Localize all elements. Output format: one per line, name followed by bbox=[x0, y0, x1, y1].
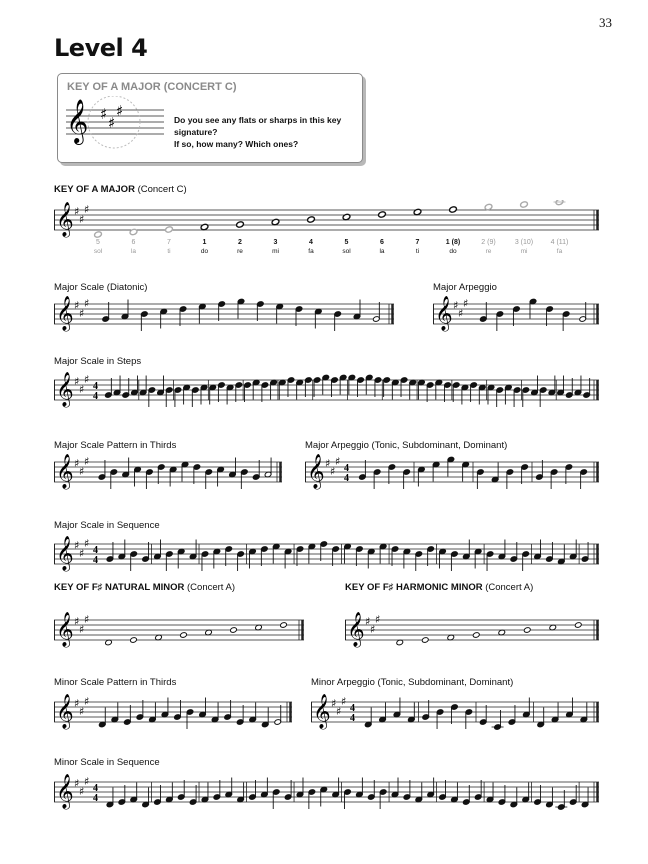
sharp-icon: ♯ bbox=[84, 537, 90, 550]
minor-arpeggio-tsd-staff bbox=[311, 694, 599, 730]
minor-arpeggio-tsd-title: Minor Arpeggio (Tonic, Subdominant, Dominant) bbox=[311, 677, 514, 688]
treble-clef-icon: 𝄞 bbox=[66, 99, 89, 143]
sharp-icon: ♯ bbox=[365, 615, 371, 628]
treble-clef-icon: 𝄞 bbox=[307, 454, 325, 489]
time-signature-top: 4 bbox=[93, 545, 98, 556]
sharp-icon: ♯ bbox=[330, 465, 336, 478]
whole-note bbox=[307, 216, 315, 223]
sharp-icon: ♯ bbox=[325, 457, 331, 470]
whole-note bbox=[555, 200, 563, 206]
sharp-icon: ♯ bbox=[108, 114, 116, 132]
sharp-icon: ♯ bbox=[74, 777, 80, 790]
whole-note bbox=[378, 211, 386, 218]
time-signature-bottom: 4 bbox=[93, 555, 98, 566]
major-scale-sequence-staff bbox=[54, 536, 599, 572]
range-title-concert: (Concert C) bbox=[134, 184, 187, 195]
sharp-icon: ♯ bbox=[74, 539, 80, 552]
sharp-icon: ♯ bbox=[370, 623, 376, 636]
range-staff bbox=[54, 200, 599, 260]
solfege-syllable: sol bbox=[342, 248, 351, 255]
whole-note bbox=[413, 208, 421, 215]
harmonic-minor-title-bold: KEY OF F♯ HARMONIC MINOR bbox=[345, 582, 483, 593]
page-number: 33 bbox=[599, 15, 612, 30]
note-head bbox=[130, 637, 138, 644]
solfege-syllable: do bbox=[449, 248, 457, 255]
major-scale-thirds-title: Major Scale Pattern in Thirds bbox=[54, 440, 177, 451]
major-scale-diatonic-title: Major Scale (Diatonic) bbox=[54, 282, 148, 293]
range-title-bold: KEY OF A MAJOR bbox=[54, 184, 135, 195]
key-box-question-line2: If so, how many? Which ones? bbox=[174, 139, 299, 149]
key-box-staff bbox=[66, 96, 171, 158]
scale-degree-number: 6 bbox=[380, 239, 384, 246]
treble-clef-icon: 𝄞 bbox=[56, 612, 74, 647]
scale-degree-number: 3 (10) bbox=[514, 239, 534, 246]
time-signature-top: 4 bbox=[344, 463, 349, 474]
time-signature-top: 4 bbox=[350, 703, 355, 714]
sharp-icon: ♯ bbox=[84, 613, 90, 626]
sharp-icon: ♯ bbox=[84, 297, 90, 310]
time-signature-bottom: 4 bbox=[93, 793, 98, 804]
note-head bbox=[230, 627, 238, 634]
note-head bbox=[180, 632, 188, 639]
sharp-icon: ♯ bbox=[84, 203, 90, 216]
scale-degree-number: 4 bbox=[309, 239, 313, 246]
minor-scale-thirds-title: Minor Scale Pattern in Thirds bbox=[54, 677, 177, 688]
solfege-syllable: ti bbox=[167, 248, 171, 255]
treble-clef-icon: 𝄞 bbox=[56, 536, 74, 571]
sharp-icon: ♯ bbox=[74, 205, 80, 218]
sharp-icon: ♯ bbox=[84, 373, 90, 386]
scale-degree-number: 3 bbox=[273, 239, 278, 246]
minor-scale-thirds-staff bbox=[54, 694, 292, 730]
solfege-syllable: re bbox=[485, 248, 492, 255]
scale-degree-number: 2 bbox=[238, 239, 242, 246]
major-scale-diatonic-staff bbox=[54, 296, 394, 332]
sharp-icon: ♯ bbox=[74, 615, 80, 628]
treble-clef-icon: 𝄞 bbox=[347, 612, 365, 647]
sharp-icon: ♯ bbox=[453, 299, 459, 312]
whole-note bbox=[129, 228, 137, 235]
treble-clef-icon: 𝄞 bbox=[56, 694, 74, 729]
scale-degree-number: 1 (8) bbox=[445, 239, 461, 246]
solfege-syllable: ti bbox=[415, 248, 420, 255]
solfege-syllable: fa bbox=[308, 248, 314, 255]
sharp-icon: ♯ bbox=[74, 697, 80, 710]
scale-degree-number: 2 (9) bbox=[481, 239, 496, 246]
solfege-syllable: re bbox=[237, 248, 243, 255]
sharp-icon: ♯ bbox=[79, 307, 85, 320]
major-arpeggio-tsd-title: Major Arpeggio (Tonic, Subdominant, Dominant) bbox=[305, 440, 508, 451]
sharp-icon: ♯ bbox=[79, 383, 85, 396]
sharp-icon: ♯ bbox=[74, 375, 80, 388]
solfege-syllable: mi bbox=[520, 248, 528, 255]
treble-clef-icon: 𝄞 bbox=[56, 774, 74, 809]
treble-clef-icon: 𝄞 bbox=[56, 454, 74, 489]
key-box-question bbox=[174, 114, 359, 150]
sharp-icon: ♯ bbox=[84, 695, 90, 708]
time-signature-top: 4 bbox=[93, 783, 98, 794]
natural-minor-title bbox=[54, 582, 235, 593]
sharp-icon: ♯ bbox=[79, 785, 85, 798]
key-signature-box bbox=[57, 73, 363, 163]
scale-degree-number: 5 bbox=[344, 239, 349, 246]
note-head bbox=[280, 622, 288, 629]
major-scale-sequence-title: Major Scale in Sequence bbox=[54, 520, 160, 531]
harmonic-minor-title-concert: (Concert A) bbox=[482, 582, 534, 593]
minor-scale-sequence-title: Minor Scale in Sequence bbox=[54, 757, 160, 768]
sharp-icon: ♯ bbox=[336, 705, 342, 718]
scale-degree-number: 4 (11) bbox=[550, 239, 569, 246]
time-signature-top: 4 bbox=[93, 381, 98, 392]
sharp-icon: ♯ bbox=[84, 455, 90, 468]
note-head bbox=[472, 632, 480, 639]
whole-note bbox=[342, 213, 350, 220]
major-arpeggio-title: Major Arpeggio bbox=[433, 282, 497, 293]
sharp-icon: ♯ bbox=[116, 102, 124, 120]
whole-note bbox=[200, 223, 208, 230]
treble-clef-icon: 𝄞 bbox=[56, 202, 74, 237]
major-scale-thirds-staff bbox=[54, 454, 282, 490]
note-head bbox=[523, 627, 531, 634]
treble-clef-icon: 𝄞 bbox=[435, 296, 453, 331]
time-signature-bottom: 4 bbox=[93, 391, 98, 402]
major-scale-steps-title: Major Scale in Steps bbox=[54, 356, 142, 367]
natural-minor-staff bbox=[54, 612, 304, 648]
sharp-icon: ♯ bbox=[84, 775, 90, 788]
sharp-icon: ♯ bbox=[79, 213, 85, 226]
whole-note bbox=[94, 231, 102, 238]
harmonic-minor-staff bbox=[345, 612, 599, 648]
major-arpeggio-staff bbox=[433, 296, 599, 332]
sharp-icon: ♯ bbox=[458, 307, 464, 320]
sharp-icon: ♯ bbox=[79, 623, 85, 636]
scale-degree-number: 7 bbox=[167, 239, 171, 246]
scale-degree-number: 1 bbox=[202, 239, 207, 246]
sharp-icon: ♯ bbox=[341, 695, 347, 708]
solfege-syllable: mi bbox=[272, 248, 279, 255]
key-box-question-line1: Do you see any flats or sharps in this key signature? bbox=[174, 115, 342, 137]
solfege-syllable: do bbox=[200, 248, 209, 255]
natural-minor-title-concert: (Concert A) bbox=[184, 582, 236, 593]
whole-note bbox=[271, 218, 279, 225]
treble-clef-icon: 𝄞 bbox=[56, 372, 74, 407]
whole-note bbox=[484, 203, 492, 210]
natural-minor-title-bold: KEY OF F♯ NATURAL MINOR bbox=[54, 582, 185, 593]
sharp-icon: ♯ bbox=[375, 613, 381, 626]
whole-note bbox=[236, 221, 244, 228]
sharp-icon: ♯ bbox=[74, 457, 80, 470]
whole-note bbox=[449, 206, 457, 213]
treble-clef-icon: 𝄞 bbox=[56, 296, 74, 331]
key-box-title: KEY OF A MAJOR (CONCERT C) bbox=[67, 81, 237, 93]
time-signature-bottom: 4 bbox=[350, 713, 355, 724]
whole-note bbox=[165, 226, 173, 233]
whole-note bbox=[520, 201, 528, 208]
scale-degree-number: 7 bbox=[415, 239, 420, 246]
sharp-icon: ♯ bbox=[335, 455, 341, 468]
major-scale-steps-staff bbox=[54, 372, 599, 408]
sharp-icon: ♯ bbox=[331, 697, 337, 710]
major-arpeggio-tsd-staff bbox=[305, 454, 599, 490]
treble-clef-icon: 𝄞 bbox=[313, 694, 331, 729]
sharp-icon: ♯ bbox=[74, 299, 80, 312]
solfege-syllable: fa bbox=[556, 248, 563, 255]
sharp-icon: ♯ bbox=[79, 547, 85, 560]
solfege-syllable: la bbox=[379, 248, 385, 255]
sharp-icon: ♯ bbox=[463, 297, 469, 310]
sharp-icon: ♯ bbox=[79, 705, 85, 718]
solfege-syllable: sol bbox=[93, 248, 103, 255]
note-head bbox=[574, 622, 582, 629]
scale-degree-number: 6 bbox=[131, 239, 136, 246]
harmonic-minor-title bbox=[345, 582, 533, 593]
scale-degree-number: 5 bbox=[96, 239, 100, 246]
level-title: Level 4 bbox=[54, 34, 148, 62]
minor-scale-sequence-staff bbox=[54, 774, 599, 810]
range-title bbox=[54, 184, 187, 195]
time-signature-bottom: 4 bbox=[344, 473, 349, 484]
note-head bbox=[421, 637, 429, 644]
solfege-syllable: la bbox=[130, 248, 137, 255]
sharp-icon: ♯ bbox=[79, 465, 85, 478]
sharp-icon: ♯ bbox=[100, 105, 108, 123]
